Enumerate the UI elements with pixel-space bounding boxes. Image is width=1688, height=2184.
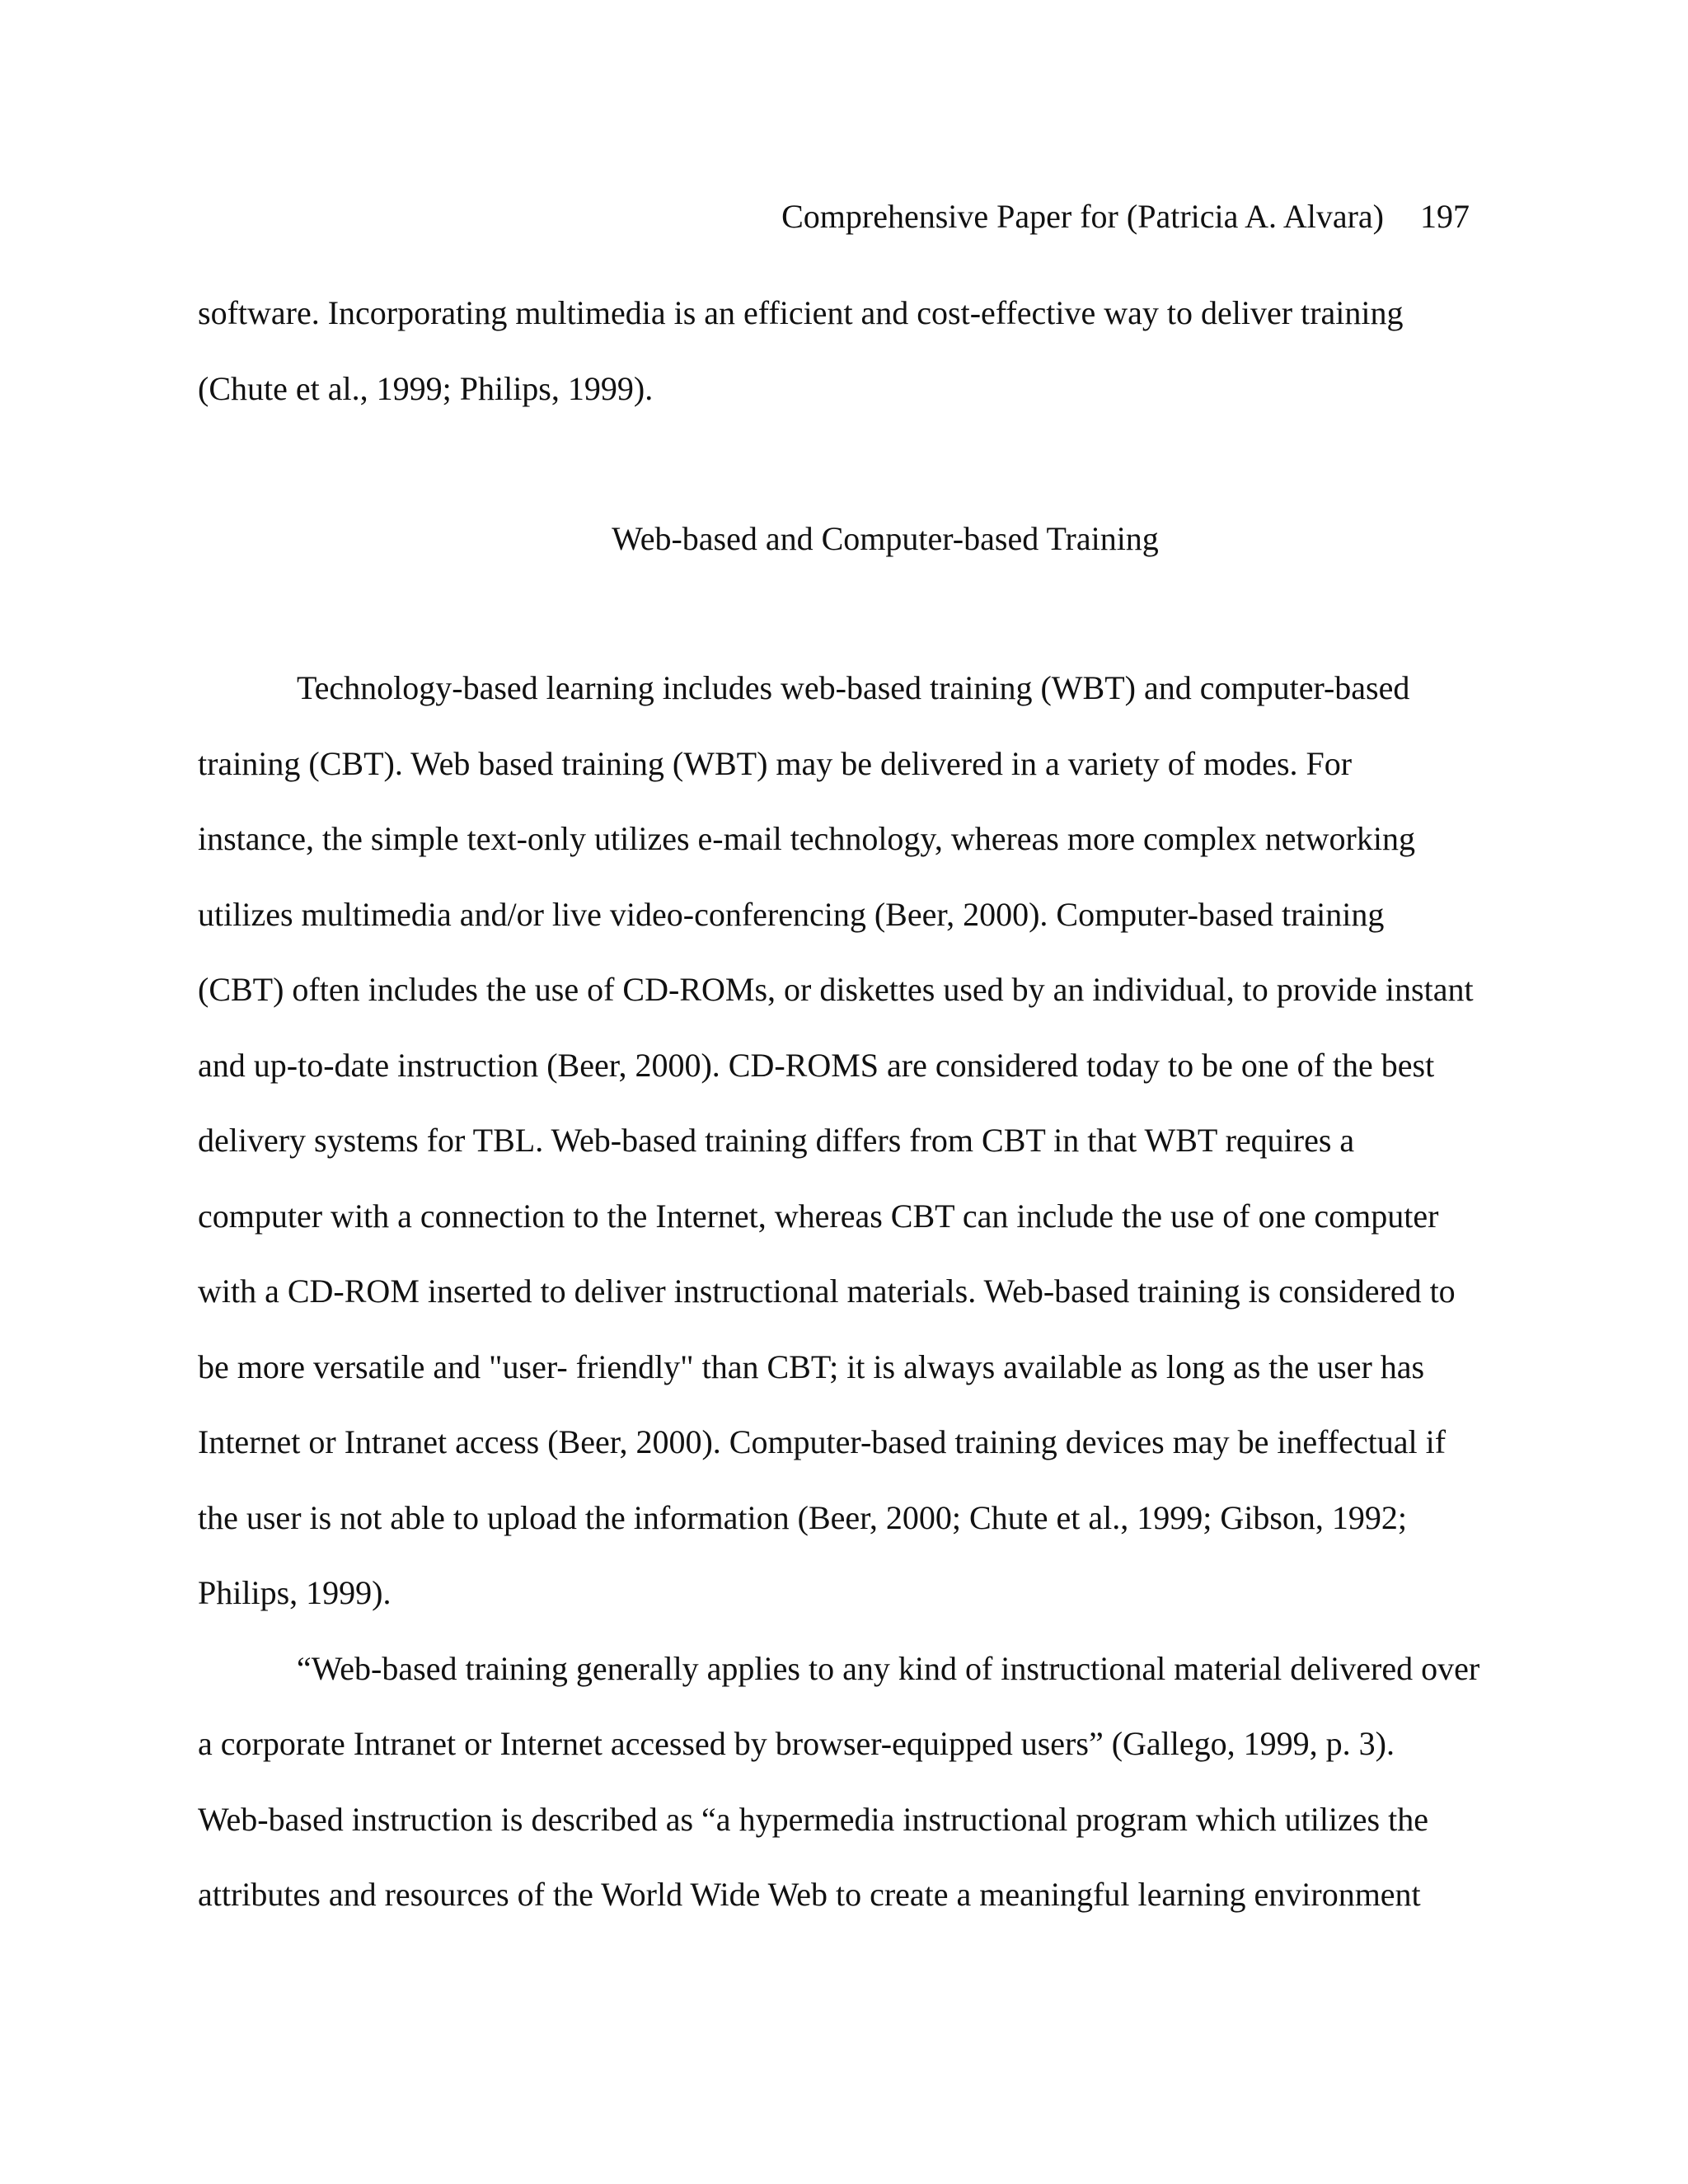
body-line: a corporate Intranet or Internet accessed by browser-equipped users” (Gallego, 1999, p. 3). [198,1725,1395,1762]
body-line: instance, the simple text-only utilizes e-mail technology, whereas more complex networking [198,820,1415,857]
body-line: Internet or Intranet access (Beer, 2000). Computer-based training devices may be ineffectual if [198,1423,1447,1460]
body-line: training (CBT). Web based training (WBT) may be delivered in a variety of modes. For [198,745,1353,782]
body-line: utilizes multimedia and/or live video-conferencing (Beer, 2000). Computer-based training [198,896,1385,933]
body-line: (CBT) often includes the use of CD-ROMs, or diskettes used by an individual, to provide instant [198,971,1474,1008]
body-line: the user is not able to upload the information (Beer, 2000; Chute et al., 1999; Gibson, 1992; [198,1499,1408,1536]
paragraph-first-line: “Web-based training generally applies to any kind of instructional material delivered over [297,1650,1480,1687]
body-line: (Chute et al., 1999; Philips, 1999). [198,370,654,407]
running-head [781,196,1470,237]
body-line: attributes and resources of the World Wide Web to create a meaningful learning environment [198,1876,1421,1913]
body-line: software. Incorporating multimedia is an efficient and cost-effective way to deliver training [198,294,1404,331]
body-line: be more versatile and "user- friendly" than CBT; it is always available as long as the user has [198,1348,1425,1385]
body-line: with a CD-ROM inserted to deliver instructional materials. Web-based training is considered to [198,1272,1456,1310]
body-line: Web-based instruction is described as “a hypermedia instructional program which utilizes the [198,1801,1428,1838]
running-head-title: Comprehensive Paper for (Patricia A. Alvara) [781,198,1384,235]
body-line: computer with a connection to the Internet, whereas CBT can include the use of one computer [198,1197,1439,1235]
body-line: delivery systems for TBL. Web-based training differs from CBT in that WBT requires a [198,1122,1355,1159]
paragraph-first-line: Technology-based learning includes web-based training (WBT) and computer-based [297,669,1410,706]
section-heading: Web-based and Computer-based Training [612,520,1159,557]
page-number: 197 [1420,198,1470,235]
body-line: and up-to-date instruction (Beer, 2000). CD-ROMS are considered today to be one of the best [198,1047,1435,1084]
body-line: Philips, 1999). [198,1574,392,1611]
